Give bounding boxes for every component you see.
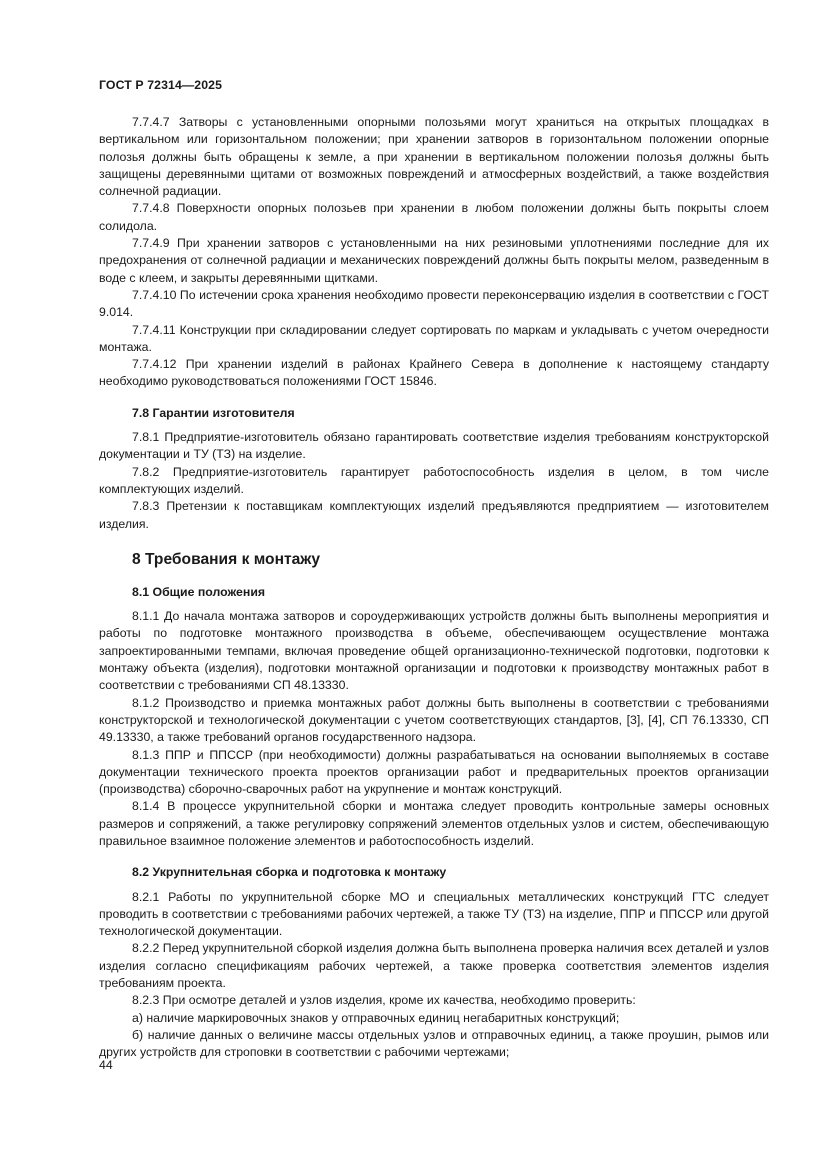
list-item-b: б) наличие данных о величине массы отдельных узлов и отправочных единиц, а также проушин, рымов или других устройств для строповки в соответствии с рабочими чертежами; <box>99 1027 769 1060</box>
paragraph-7-7-4-11: 7.7.4.11 Конструкции при складировании следует сортировать по маркам и укладывать с учетом очередности монтажа. <box>99 322 769 354</box>
paragraph-7-8-3: 7.8.3 Претензии к поставщикам комплектующих изделий предъявляются предприятием — изготовителем изделия. <box>99 499 769 531</box>
paragraph-8-1-1: 8.1.1 До начала монтажа затворов и сороудерживающих устройств должны быть выполнены мероприятия и работы по подготовке монтажного производства в объеме, обеспечивающем осуществление монтажа запроектированными темпами, включая проведение общей организационно-технической подготовки, подготовки к монтажу объекта (изделия), подготовки монтажной организации и подготовки к производству монтажных работ в соответствии с требованиями СП 48.13330. <box>99 609 769 693</box>
page-number: 44 <box>99 1058 113 1072</box>
paragraph-7-8-2: 7.8.2 Предприятие-изготовитель гарантирует работоспособность изделия в целом, в том числе комплектующих изделий. <box>99 464 769 496</box>
paragraph-8-2-2: 8.2.2 Перед укрупнительной сборкой изделия должна быть выполнена проверка наличия всех деталей и узлов изделия согласно спецификациям рабочих чертежей, а также проверка соответствия элементов изделия требованиям проекта. <box>99 941 769 991</box>
chapter-heading-8: 8 Требования к монтажу <box>132 550 321 568</box>
paragraph-8-2-3: 8.2.3 При осмотре деталей и узлов изделия, кроме их качества, необходимо проверить: <box>132 993 636 1008</box>
paragraph-7-7-4-7: 7.7.4.7 Затворы с установленными опорными полозьями могут храниться на открытых площадках в вертикальном или горизонтальном положении; при хранении затворов в горизонтальном положении опорные полозья должны быть обращены к земле, а при хранении в вертикальном положении полозья должны быть защищены деревянными щитами от возможных повреждений и атмосферных воздействий, а также воздействия солнечной радиации. <box>99 115 769 199</box>
paragraph-7-8-1: 7.8.1 Предприятие-изготовитель обязано гарантировать соответствие изделия требованиям конструкторской документации и ТУ (ТЗ) на изделие. <box>99 430 769 462</box>
list-item-a: а) наличие маркировочных знаков у отправочных единиц негабаритных конструкций; <box>132 1010 620 1025</box>
paragraph-7-7-4-12: 7.7.4.12 При хранении изделий в районах Крайнего Севера в дополнение к настоящему стандарту необходимо руководствоваться положениями ГОСТ 15846. <box>99 357 769 389</box>
paragraph-8-2-1: 8.2.1 Работы по укрупнительной сборке МО и специальных металлических конструкций ГТС следует проводить в соответствии с требованиями рабочих чертежей, а также ТУ (ТЗ) на изделие, ППР и ППССР или другой технологической документации. <box>99 889 769 939</box>
paragraph-7-7-4-10: 7.7.4.10 По истечении срока хранения необходимо провести переконсервацию изделия в соответствии с ГОСТ 9.014. <box>99 287 769 320</box>
paragraph-8-1-3: 8.1.3 ППР и ППССР (при необходимости) должны разрабатываться на основании выполняемых в составе документации технического проекта проектов организации работ и предварительных проектов организации (производства) сборочно-сварочных работ на укрупнение и монтаж конструкций. <box>99 747 769 797</box>
paragraph-7-7-4-9: 7.7.4.9 При хранении затворов с установленными на них резиновыми уплотнениями последние для их предохранения от солнечной радиации и механических повреждений должны быть покрыты мелом, разведенным в воде с клеем, и закрыты деревянными щитками. <box>99 236 769 285</box>
section-heading-8-1: 8.1 Общие положения <box>132 584 266 599</box>
paragraph-8-1-2: 8.1.2 Производство и приемка монтажных работ должны быть выполнены в соответствии с требованиями конструкторской и технологической документации с учетом соответствующих стандартов, [3], [4], СП 76.13330, СП 49.13330, а также требований органов государственного надзора. <box>99 695 769 745</box>
section-heading-8-2: 8.2 Укрупнительная сборка и подготовка к монтажу <box>132 865 447 880</box>
paragraph-7-7-4-8: 7.7.4.8 Поверхности опорных полозьев при хранении в любом положении должны быть покрыты слоем солидола. <box>99 201 769 233</box>
document-body <box>99 114 769 1062</box>
paragraph-8-1-4: 8.1.4 В процессе укрупнительной сборки и монтажа следует проводить контрольные замеры основных размеров и сопряжений, а также регулировку сопряжений элементов отдельных узлов и систем, обеспечивающую правильное взаимное положение элементов и работоспособность изделий. <box>99 799 769 848</box>
section-heading-7-8: 7.8 Гарантии изготовителя <box>132 405 295 420</box>
standard-code-header: ГОСТ Р 72314—2025 <box>99 78 223 92</box>
